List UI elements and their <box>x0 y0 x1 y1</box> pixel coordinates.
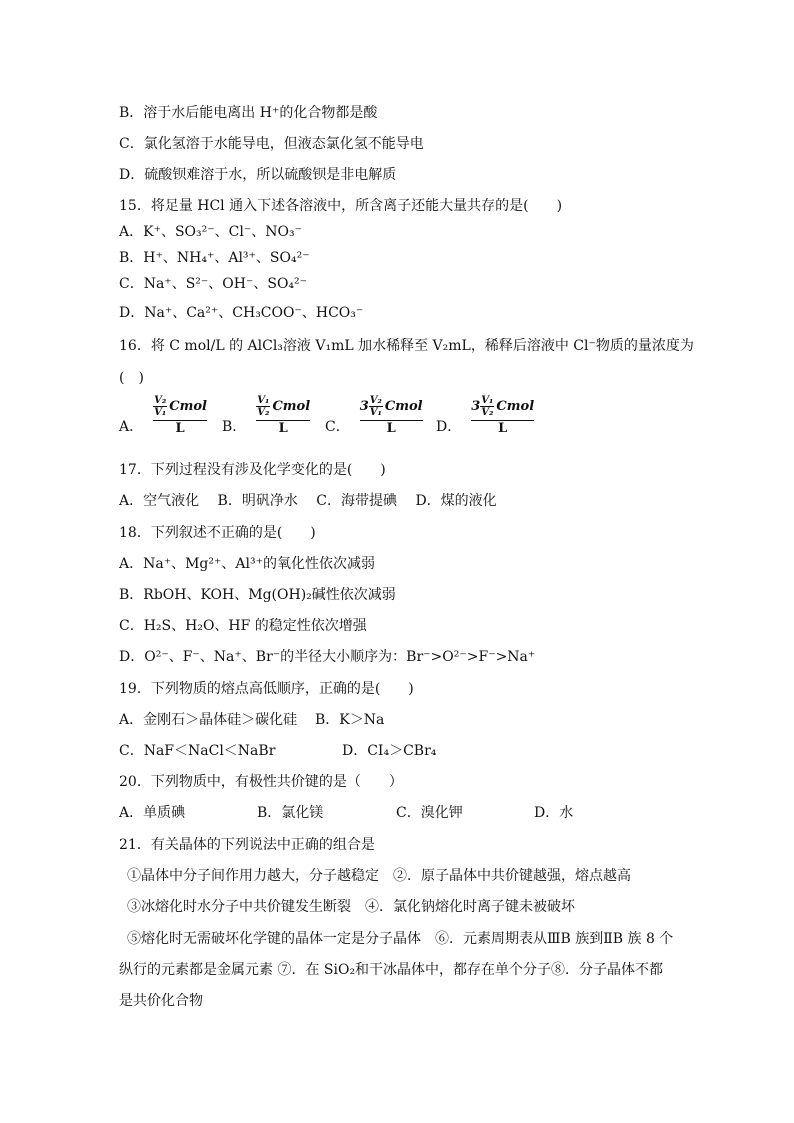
q20-option-c: C．溴化钾 <box>396 805 463 821</box>
q16-option-a <box>119 395 207 437</box>
fraction-unit: Cmol <box>384 399 423 414</box>
q19-option-a: A．金刚石＞晶体硅＞碳化硅 <box>119 712 298 728</box>
fraction-coefficient: 3 <box>359 399 369 414</box>
q21-line-4: 纵行的元素都是金属元素 ⑦．在 SiO₂和干冰晶体中，都存在单个分子⑧．分子晶体不都 <box>119 962 664 978</box>
fraction-den: V₁ <box>154 407 167 418</box>
q15-option-b: B．H⁺、NH₄⁺、Al³⁺、SO₄²⁻ <box>119 250 310 266</box>
fraction-den: V₂ <box>257 407 270 418</box>
q15-option-a: A．K⁺、SO₃²⁻、Cl⁻、NO₃⁻ <box>119 224 302 240</box>
fraction-num: V₂ <box>154 395 167 406</box>
q20-option-a: A．单质碘 <box>119 805 186 821</box>
q18-option-a: A．Na⁺、Mg²⁺、Al³⁺的氧化性依次减弱 <box>119 556 375 572</box>
q16-option-b <box>222 395 310 437</box>
q16-option-label: B． <box>222 419 247 435</box>
q21-line-5: 是共价化合物 <box>119 993 203 1009</box>
q19-option-d: D．CI₄＞CBr₄ <box>342 743 437 759</box>
q15-stem: 15．将足量 HCl 通入下述各溶液中，所含离子还能大量共存的是( ) <box>119 198 563 214</box>
q17-stem: 17．下列过程没有涉及化学变化的是( ) <box>119 462 386 478</box>
q18-option-b: B．RbOH、KOH、Mg(OH)₂碱性依次减弱 <box>119 587 396 603</box>
q18-stem: 18．下列叙述不正确的是( ) <box>119 525 316 541</box>
q16-option-c <box>325 395 423 437</box>
fraction-num: V₁ <box>481 395 494 406</box>
q15-option-c: C．Na⁺、S²⁻、OH⁻、SO₄²⁻ <box>119 276 308 292</box>
q14-option-d: D．硫酸钡难溶于水，所以硫酸钡是非电解质 <box>119 167 397 183</box>
q19-option-b: B．K＞Na <box>315 712 385 728</box>
q16-paren: ( ) <box>119 370 144 386</box>
q14-option-b: B．溶于水后能电离出 H⁺的化合物都是酸 <box>119 105 378 121</box>
fraction-bottom: L <box>175 421 185 436</box>
q16-stem: 16．将 C mol/L 的 AlCl₃溶液 V₁mL 加水稀释至 V₂mL，稀释后溶液中 Cl⁻物质的量浓度为 <box>119 338 694 354</box>
q16-option-label: A． <box>119 419 144 435</box>
q20-option-d: D．水 <box>534 805 574 821</box>
q21-line-3: ⑤熔化时无需破坏化学键的晶体一定是分子晶体 ⑥．元素周期表从ⅢB 族到ⅡB 族 8 个 <box>127 931 674 947</box>
q17-options: A．空气液化 B．明矾净水 C．海带提碘 D．煤的液化 <box>119 493 497 509</box>
q21-line-2: ③冰熔化时水分子中共价键发生断裂 ④．氯化钠熔化时离子键未被破坏 <box>127 899 575 915</box>
fraction-coefficient: 3 <box>471 399 481 414</box>
q15-option-d: D．Na⁺、Ca²⁺、CH₃COO⁻、HCO₃⁻ <box>119 305 364 321</box>
q19-stem: 19．下列物质的熔点高低顺序，正确的是( ) <box>119 681 414 697</box>
fraction <box>471 395 534 437</box>
q14-option-c: C．氯化氢溶于水能导电，但液态氯化氢不能导电 <box>119 136 424 152</box>
q21-line-1: ①晶体中分子间作用力越大，分子越稳定 ②．原子晶体中共价键越强，熔点越高 <box>127 868 631 884</box>
q20-option-b: B．氯化镁 <box>257 805 324 821</box>
fraction-den: V₁ <box>369 407 382 418</box>
q16-option-label: C． <box>325 419 350 435</box>
fraction-den: V₂ <box>481 407 494 418</box>
q16-option-label: D． <box>436 419 462 435</box>
fraction-bottom: L <box>498 421 508 436</box>
fraction-unit: Cmol <box>496 399 535 414</box>
fraction-unit: Cmol <box>272 399 311 414</box>
q19-option-c: C．NaF＜NaCl＜NaBr <box>119 743 276 759</box>
q20-stem: 20．下列物质中，有极性共价键的是（ ） <box>119 774 403 790</box>
fraction-bottom: L <box>386 421 396 436</box>
q18-option-d: D．O²⁻、F⁻、Na⁺、Br⁻的半径大小顺序为：Br⁻>O²⁻>F⁻>Na⁺ <box>119 649 536 665</box>
fraction <box>256 395 310 437</box>
fraction-num: V₂ <box>369 395 382 406</box>
fraction <box>153 395 207 437</box>
fraction <box>360 395 423 437</box>
q16-option-d <box>436 395 534 437</box>
fraction-bottom: L <box>278 421 288 436</box>
q21-stem: 21．有关晶体的下列说法中正确的组合是 <box>119 837 375 853</box>
fraction-num: V₁ <box>257 395 270 406</box>
fraction-unit: Cmol <box>169 399 207 414</box>
q18-option-c: C．H₂S、H₂O、HF 的稳定性依次增强 <box>119 618 367 634</box>
